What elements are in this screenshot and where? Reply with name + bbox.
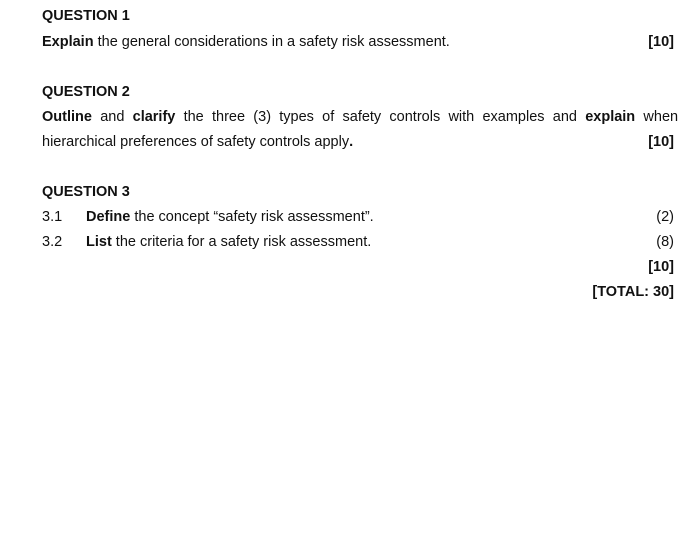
question-3-2-body: the criteria for a safety risk assessment. xyxy=(111,234,372,250)
question-3-2-number: 3.2 xyxy=(42,234,63,250)
question-1-text xyxy=(42,34,674,50)
question-2-word: when xyxy=(643,109,679,125)
question-3-1-body: the concept “safety risk assessment”. xyxy=(130,209,374,225)
question-2-line-2 xyxy=(42,134,674,150)
question-2-mark: [10] xyxy=(648,134,674,150)
question-3-2-verb: List xyxy=(86,234,112,250)
question-2-word: safety xyxy=(342,109,382,125)
question-3-heading: QUESTION 3 xyxy=(42,184,130,200)
question-2-word: and xyxy=(100,109,125,125)
question-2-line-1 xyxy=(42,109,678,125)
question-2-verb-explain: explain xyxy=(585,109,636,125)
question-2-line-2-text: hierarchical preferences of safety controls apply xyxy=(42,134,350,150)
question-3-subtotal: [10] xyxy=(648,259,674,275)
question-2-heading: QUESTION 2 xyxy=(42,84,130,100)
question-1-verb: Explain xyxy=(42,34,94,50)
question-2-line-2-period: . xyxy=(349,134,354,150)
question-2-word: three xyxy=(212,109,246,125)
question-3-1-mark: (2) xyxy=(656,209,674,225)
question-1-body: the general considerations in a safety risk assessment. xyxy=(93,34,450,50)
question-1-mark: [10] xyxy=(648,34,674,50)
question-3-1-number: 3.1 xyxy=(42,209,63,225)
question-3-1-text xyxy=(86,209,374,225)
question-2-word: controls xyxy=(389,109,441,125)
question-1-heading: QUESTION 1 xyxy=(42,8,130,24)
question-3-2-mark: (8) xyxy=(656,234,674,250)
question-3-1-verb: Define xyxy=(86,209,131,225)
question-2-verb-outline: Outline xyxy=(42,109,92,125)
question-2-word: with xyxy=(448,109,475,125)
question-2-verb-clarify: clarify xyxy=(132,109,176,125)
question-2-word: of xyxy=(322,109,335,125)
question-2-word: (3) xyxy=(253,109,272,125)
total-marks: [TOTAL: 30] xyxy=(592,284,674,300)
question-2-word: types xyxy=(279,109,314,125)
question-3-2-text xyxy=(86,234,371,250)
question-2-word: the xyxy=(183,109,204,125)
question-2-word: examples xyxy=(482,109,545,125)
question-2-word: and xyxy=(552,109,577,125)
